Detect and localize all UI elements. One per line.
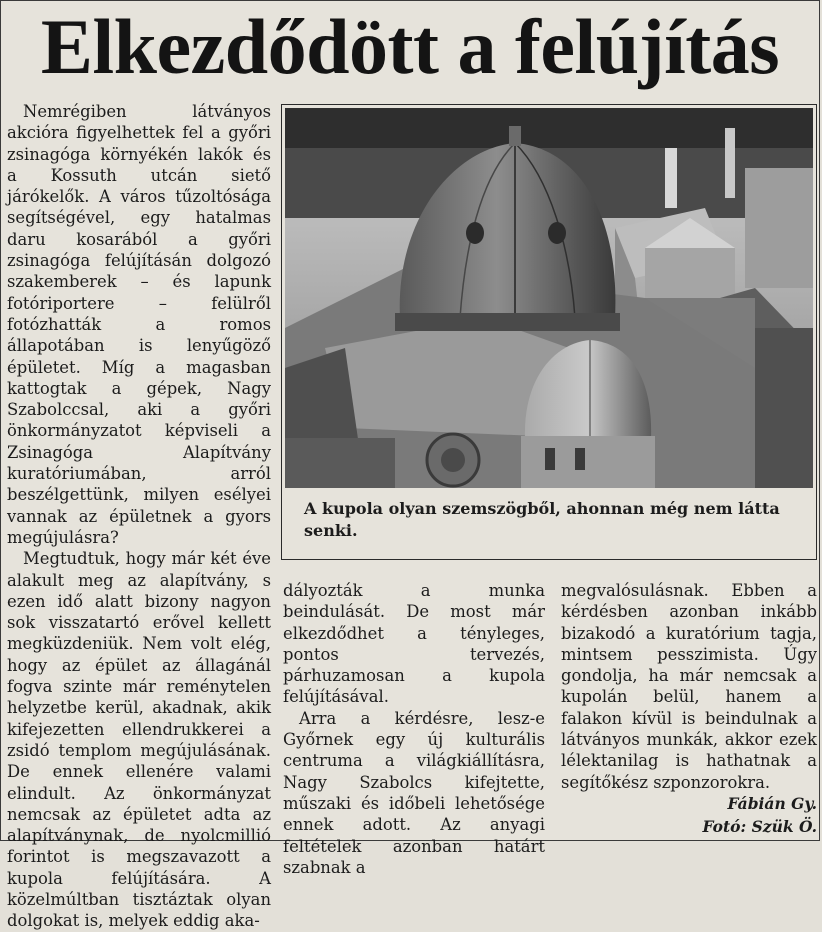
paragraph: Megtudtuk, hogy már két éve alakult meg az alapítvány, s ezen idő alatt bizony nagyon sok visszatartó erővel kellett megküzdeniük. Nem volt elég, hogy az épület az állagánál fogva szinte már reménytelen helyzetbe kerül, akadnak, akik kifejezetten ellendrukkerei a zsidó templom megújulásának. De ennek ellenére valami elindult. Az önkormányzat nemcsak az épületet adta az alapítványnak, de nyolcmillió forintot is megszavazott a kupola felújítására. A közelmúltban tisztáztak olyan dolgokat is, melyek eddig aka-	[7, 549, 271, 931]
author-byline: Fábián Gy.	[727, 793, 817, 813]
article-column-2	[283, 580, 545, 878]
article-column-3	[561, 580, 817, 837]
paragraph: Arra a kérdésre, lesz-e Győrnek egy új kulturális centruma a világkiállításra, Nagy Szabolcs kifejtette, műszaki és időbeli lehetősége ennek adott. Az anyagi feltételek azonban határt szabnak a	[283, 708, 545, 877]
headline: Elkezdődött a felújítás	[40, 3, 780, 90]
paragraph: Nemrégiben látványos akcióra figyelhettek fel a győri zsinagóga környékén lakók és a Kossuth utcán siető járókelők. A város tűzoltósága segítségével, egy hatalmas daru kosarából a győri zsinagóga felújításán dolgozó szakemberek – és lapunk fotóriportere – felülről fotózhatták a romos állapotában is lenyűgöző épületet. Míg a magasban kattogtak a gépek, Nagy Szabolccsal, aki a győri önkormányzatot képviseli a Zsinagóga Alapítvány kuratóriumában, arról beszélgettünk, milyen esélyei vannak az épületnek a gyors megújulásra?	[7, 102, 271, 547]
photo-caption: A kupola olyan szemszögből, ahonnan még nem látta senki.	[304, 499, 780, 540]
paragraph: dályozták a munka beindulását. De most már elkezdődhet a tényleges, pontos tervezés, párhuzamosan a kupola felújításával.	[283, 581, 545, 707]
article-column-1	[7, 101, 271, 932]
synagogue-dome-illustration	[285, 108, 813, 488]
paragraph: megvalósulásnak. Ebben a kérdésben azonban inkább bizakodó a kuratórium tagja, mintsem pesszimista. Úgy gondolja, ha már nemcsak a kupolán belül, hanem a falakon kívül is beindulnak a látványos munkák, akkor ezek lélektanilag is hathatnak a segítőkész szponzorokra.	[561, 581, 817, 792]
synagogue-dome-photo	[285, 108, 813, 488]
photo-credit: Fotó: Szük Ö.	[702, 816, 817, 836]
photo-frame	[281, 104, 817, 560]
